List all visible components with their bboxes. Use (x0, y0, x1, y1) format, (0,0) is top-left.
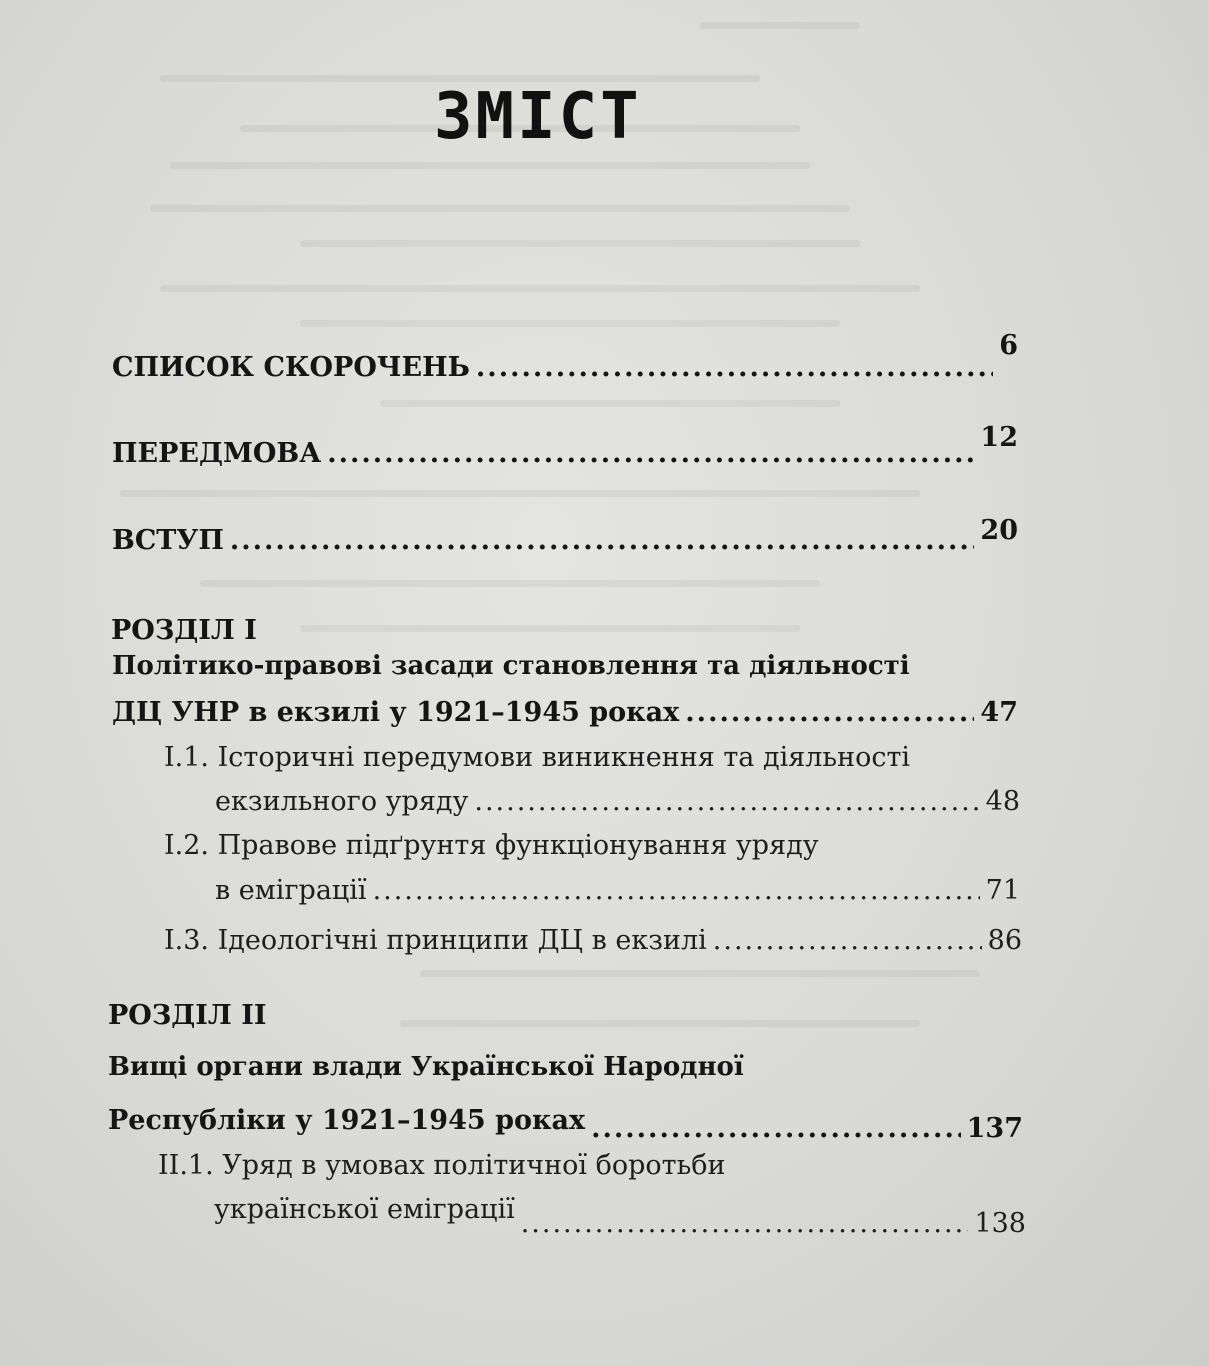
toc-page-number: 86 (987, 925, 1022, 956)
toc-entry-label: СПИСОК СКОРОЧЕНЬ (112, 352, 470, 383)
section-1-title: Політико-правові засади становлення та діяльності (112, 651, 910, 681)
toc-page-number: 137 (966, 1113, 1023, 1144)
section-2-title: Вищі органи влади Української Народної (108, 1052, 744, 1082)
toc-entry-section-1[interactable] (112, 697, 1018, 728)
dot-leader (476, 352, 993, 383)
toc-entry-abbreviations[interactable] (112, 330, 1018, 383)
section-2-heading: РОЗДІЛ II (108, 1000, 267, 1031)
toc-entry-label: ПЕРЕДМОВА (112, 438, 322, 469)
toc-entry-label: в еміграції (215, 875, 367, 906)
dot-leader (230, 525, 975, 556)
toc-entry-label: I.3. Ідеологічні принципи ДЦ в екзилі (164, 925, 707, 956)
toc-entry-label: ВСТУП (112, 525, 224, 556)
toc-page-number: 12 (980, 422, 1018, 453)
toc-entry-subsection-1-1[interactable] (215, 786, 1020, 817)
toc-subsection-2-1-line1: II.1. Уряд в умовах політичної боротьби (158, 1150, 726, 1181)
dot-leader (591, 1113, 961, 1144)
toc-page-number: 20 (980, 515, 1018, 546)
dot-leader (373, 875, 980, 906)
toc-entry-subsection-2-1[interactable] (214, 1194, 1026, 1239)
toc-entry-label: ДЦ УНР в екзилі у 1921–1945 роках (112, 697, 680, 728)
dot-leader (685, 697, 974, 728)
page-title: ЗМІСТ (434, 80, 642, 154)
toc-entry-introduction[interactable] (112, 515, 1018, 556)
toc-entry-subsection-1-2[interactable] (215, 875, 1020, 906)
toc-page-number: 48 (985, 786, 1020, 817)
section-1-heading: РОЗДІЛ I (111, 615, 257, 646)
toc-page-number: 138 (974, 1208, 1026, 1239)
dot-leader (474, 786, 979, 817)
toc-entry-label: екзильного уряду (215, 786, 469, 817)
toc-entry-subsection-1-3[interactable] (164, 925, 1022, 956)
toc-entry-label: української еміграції (214, 1194, 515, 1225)
toc-entry-label: Республіки у 1921–1945 роках (108, 1105, 586, 1136)
toc-page-number: 71 (985, 875, 1020, 906)
toc-subsection-1-1-line1: I.1. Історичні передумови виникнення та діяльності (164, 742, 911, 773)
toc-subsection-1-2-line1: I.2. Правове підґрунтя функціонування уряду (164, 830, 819, 861)
toc-entry-section-2[interactable] (108, 1105, 1023, 1144)
dot-leader (713, 925, 982, 956)
toc-entry-preface[interactable] (112, 422, 1018, 469)
toc-page-number: 47 (980, 697, 1018, 728)
toc-page-number: 6 (999, 330, 1018, 361)
dot-leader (327, 438, 974, 469)
dot-leader (521, 1208, 969, 1239)
